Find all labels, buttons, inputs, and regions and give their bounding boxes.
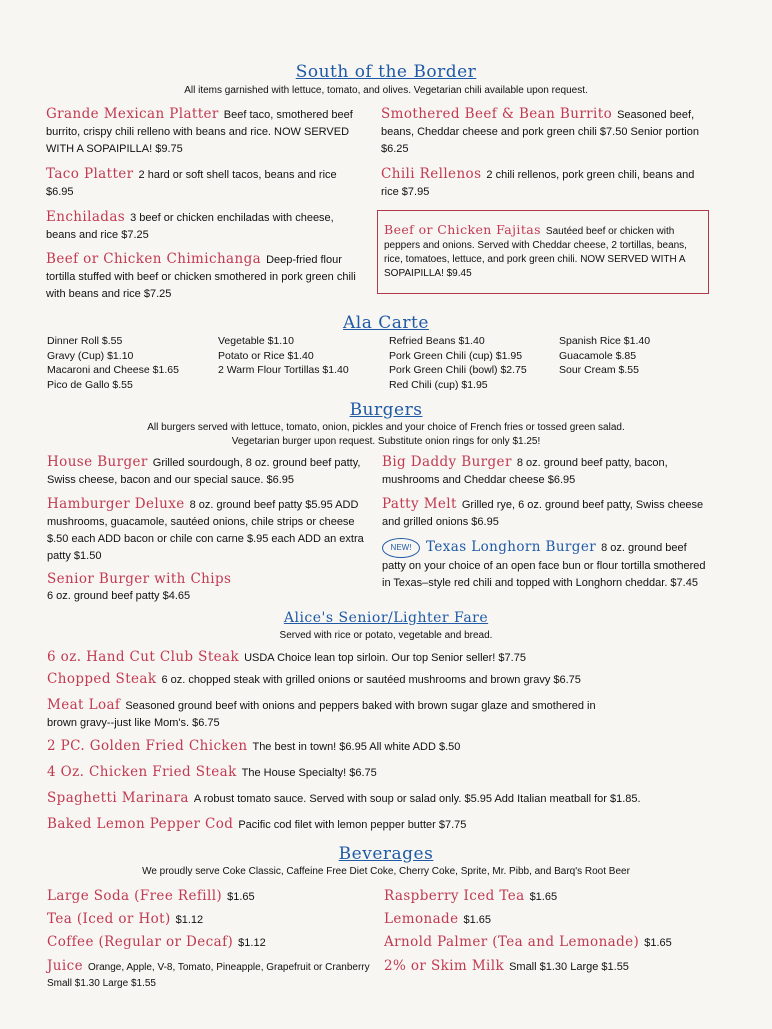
item-desc: 2 hard or soft shell tacos, beans and rice $6.95	[46, 169, 337, 198]
item-name: Patty Melt	[382, 496, 457, 512]
alacarte-item: Spanish Rice $1.40	[559, 335, 651, 347]
item-desc: Pacific cod filet with lemon pepper butter $7.75	[238, 819, 467, 831]
item-desc: 8 oz. ground beef patty, bacon, mushrooms and Cheddar cheese $6.95	[382, 457, 668, 486]
menu-item	[47, 671, 727, 689]
item-name: Baked Lemon Pepper Cod	[47, 816, 234, 832]
menu-item	[46, 166, 366, 201]
item-desc: 8 oz. ground beef patty on your choice of an open face bun or flour tortilla smothered in Texas–style red chili and topped with Longhorn cheddar. $7.45	[382, 541, 706, 589]
item-name: 2% or Skim Milk	[384, 958, 505, 974]
item-desc: 2 chili rellenos, pork green chili, beans and rice $7.95	[381, 169, 695, 198]
menu-item	[381, 166, 711, 201]
item-name: Arnold Palmer (Tea and Lemonade)	[384, 934, 640, 950]
alacarte-col-2	[218, 334, 383, 378]
item-desc: The best in town! $6.95 All white ADD $.50	[252, 741, 461, 753]
item-desc: $1.65	[227, 891, 255, 903]
alacarte-item: Sour Cream $.55	[559, 364, 639, 376]
item-name: Lemonade	[384, 911, 459, 927]
item-desc: The House Specialty! $6.75	[241, 767, 377, 779]
menu-item	[46, 106, 366, 158]
menu-item	[47, 649, 727, 667]
section-title-beverages: Beverages	[338, 844, 434, 864]
menu-item	[47, 571, 367, 605]
item-name: Hamburger Deluxe	[47, 496, 185, 512]
item-name: Beef or Chicken Chimichanga	[46, 251, 262, 267]
item-desc: 6 oz. chopped steak with grilled onions or sautéed mushrooms and brown gravy $6.75	[161, 674, 581, 686]
item-name: 6 oz. Hand Cut Club Steak	[47, 649, 240, 665]
alacarte-col-1	[47, 334, 212, 392]
alacarte-col-4	[559, 334, 719, 378]
item-desc: Deep-fried flour tortilla stuffed with beef or chicken smothered in pork green chili with beans and rice $7.25	[46, 254, 356, 300]
menu-item	[47, 911, 377, 929]
menu-item	[382, 454, 712, 489]
item-desc: $1.65	[463, 914, 491, 926]
item-desc: USDA Choice lean top sirloin. Our top Senior seller! $7.75	[244, 652, 526, 664]
item-name: Big Daddy Burger	[382, 454, 512, 470]
alacarte-item: Gravy (Cup) $1.10	[47, 349, 134, 362]
item-name: 4 Oz. Chicken Fried Steak	[47, 764, 237, 780]
section-note-south: All items garnished with lettuce, tomato, and olives. Vegetarian chili available upon request.	[184, 85, 588, 96]
alacarte-item: Potato or Rice $1.40	[218, 349, 314, 362]
menu-item	[381, 106, 711, 158]
item-desc: 8 oz. ground beef patty $5.95 ADD mushrooms, guacamole, sautéed onions, chile strips or cheese $.50 each ADD bacon or chile con carne $.95 each ADD an extra patty $1.50	[47, 499, 364, 562]
menu-item	[382, 496, 712, 531]
item-desc: A robust tomato sauce. Served with soup or salad only. $5.95 Add Italian meatball for $1.85.	[193, 793, 641, 805]
item-name: House Burger	[47, 454, 148, 470]
item-name: Senior Burger with Chips	[47, 571, 232, 587]
alacarte-item: 2 Warm Flour Tortillas $1.40	[218, 364, 349, 376]
item-desc: $1.12	[175, 914, 204, 926]
item-name: Taco Platter	[46, 166, 134, 182]
menu-item	[382, 538, 712, 592]
menu-item	[47, 738, 727, 756]
menu-item	[384, 223, 704, 281]
alacarte-item: Guacamole $.85	[559, 349, 637, 362]
section-title-senior: Alice's Senior/Lighter Fare	[283, 610, 489, 626]
item-name: Large Soda (Free Refill)	[47, 888, 223, 904]
new-badge: NEW!	[382, 538, 420, 558]
menu-item	[47, 496, 372, 565]
item-name: Juice	[47, 958, 83, 974]
section-title-south: South of the Border	[295, 62, 477, 82]
section-note-burgers-2: Vegetarian burger upon request. Substitute onion rings for only $1.25!	[231, 436, 541, 447]
item-desc: Orange, Apple, V-8, Tomato, Pineapple, Grapefruit or Cranberry Small $1.30 Large $1.55	[47, 962, 370, 989]
item-name: Coffee (Regular or Decaf)	[47, 934, 234, 950]
item-name: Smothered Beef & Bean Burrito	[381, 106, 613, 122]
alacarte-item: Pork Green Chili (bowl) $2.75	[389, 364, 527, 376]
menu-item	[47, 764, 727, 782]
menu-item	[46, 209, 366, 244]
menu-item	[47, 790, 737, 808]
item-desc: $1.65	[644, 937, 672, 949]
item-name: Raspberry Iced Tea	[384, 888, 525, 904]
item-name: Texas Longhorn Burger	[426, 538, 597, 555]
item-desc: Small $1.30 Large $1.55	[509, 961, 629, 973]
menu-item	[47, 697, 607, 732]
menu-item	[47, 888, 377, 906]
item-desc: Grilled sourdough, 8 oz. ground beef patty, Swiss cheese, bacon and our special sauce. $6.95	[47, 457, 361, 486]
menu-item	[47, 958, 377, 992]
item-desc: Seasoned ground beef with onions and peppers baked with brown sugar glaze and smothered in brown gravy--just like Mom's. $6.75	[47, 700, 596, 729]
item-name: Tea (Iced or Hot)	[47, 911, 171, 927]
item-name: Spaghetti Marinara	[47, 790, 189, 806]
menu-item	[47, 454, 367, 489]
alacarte-item: Dinner Roll $.55	[47, 335, 123, 347]
item-name: Chopped Steak	[47, 671, 157, 687]
item-name: Enchiladas	[46, 209, 126, 225]
item-desc: 3 beef or chicken enchiladas with cheese, beans and rice $7.25	[46, 212, 334, 241]
alacarte-item: Pico de Gallo $.55	[47, 378, 133, 391]
item-name: Chili Rellenos	[381, 166, 482, 182]
menu-item	[384, 958, 724, 976]
alacarte-item: Vegetable $1.10	[218, 335, 294, 347]
section-note-beverages: We proudly serve Coke Classic, Caffeine Free Diet Coke, Cherry Coke, Sprite, Mr. Pibb, and Barq's Root Beer	[142, 866, 630, 877]
section-title-burgers: Burgers	[349, 400, 423, 420]
section-title-alacarte: Ala Carte	[343, 313, 429, 333]
section-note-senior: Served with rice or potato, vegetable and bread.	[279, 630, 493, 641]
item-desc: Grilled rye, 6 oz. ground beef patty, Swiss cheese and grilled onions $6.95	[382, 499, 704, 528]
menu-item	[46, 251, 366, 303]
section-note-burgers: All burgers served with lettuce, tomato, onion, pickles and your choice of French fries or tossed green salad.	[147, 422, 625, 433]
alacarte-col-3	[389, 334, 554, 392]
item-desc: Sautéed beef or chicken with peppers and onions. Served with Cheddar cheese, 2 tortillas, beans, rice, tomatoes, lettuce, and pork green chili. NOW SERVED WITH A SOPAIPILLA! $9.45	[384, 226, 687, 279]
item-desc: Seasoned beef, beans, Cheddar cheese and pork green chili $7.50 Senior portion $6.25	[381, 109, 699, 155]
item-name: Grande Mexican Platter	[46, 106, 219, 122]
item-desc: Beef taco, smothered beef burrito, crispy chili relleno with beans and rice. NOW SERVED WITH A SOPAIPILLA! $9.75	[46, 109, 353, 155]
menu-item	[47, 934, 377, 952]
item-name: Beef or Chicken Fajitas	[384, 222, 541, 237]
menu-item	[47, 816, 727, 834]
menu-item	[384, 934, 744, 952]
item-desc: $1.65	[529, 891, 558, 903]
item-name: Meat Loaf	[47, 697, 121, 713]
item-desc: $1.12	[238, 937, 266, 949]
menu-item	[384, 911, 724, 929]
alacarte-item: Refried Beans $1.40	[389, 335, 485, 347]
alacarte-item: Red Chili (cup) $1.95	[389, 378, 488, 391]
alacarte-item: Pork Green Chili (cup) $1.95	[389, 349, 523, 362]
menu-item	[384, 888, 724, 906]
alacarte-item: Macaroni and Cheese $1.65	[47, 364, 179, 376]
item-name: 2 PC. Golden Fried Chicken	[47, 738, 248, 754]
item-desc: 6 oz. ground beef patty $4.65	[47, 590, 191, 602]
